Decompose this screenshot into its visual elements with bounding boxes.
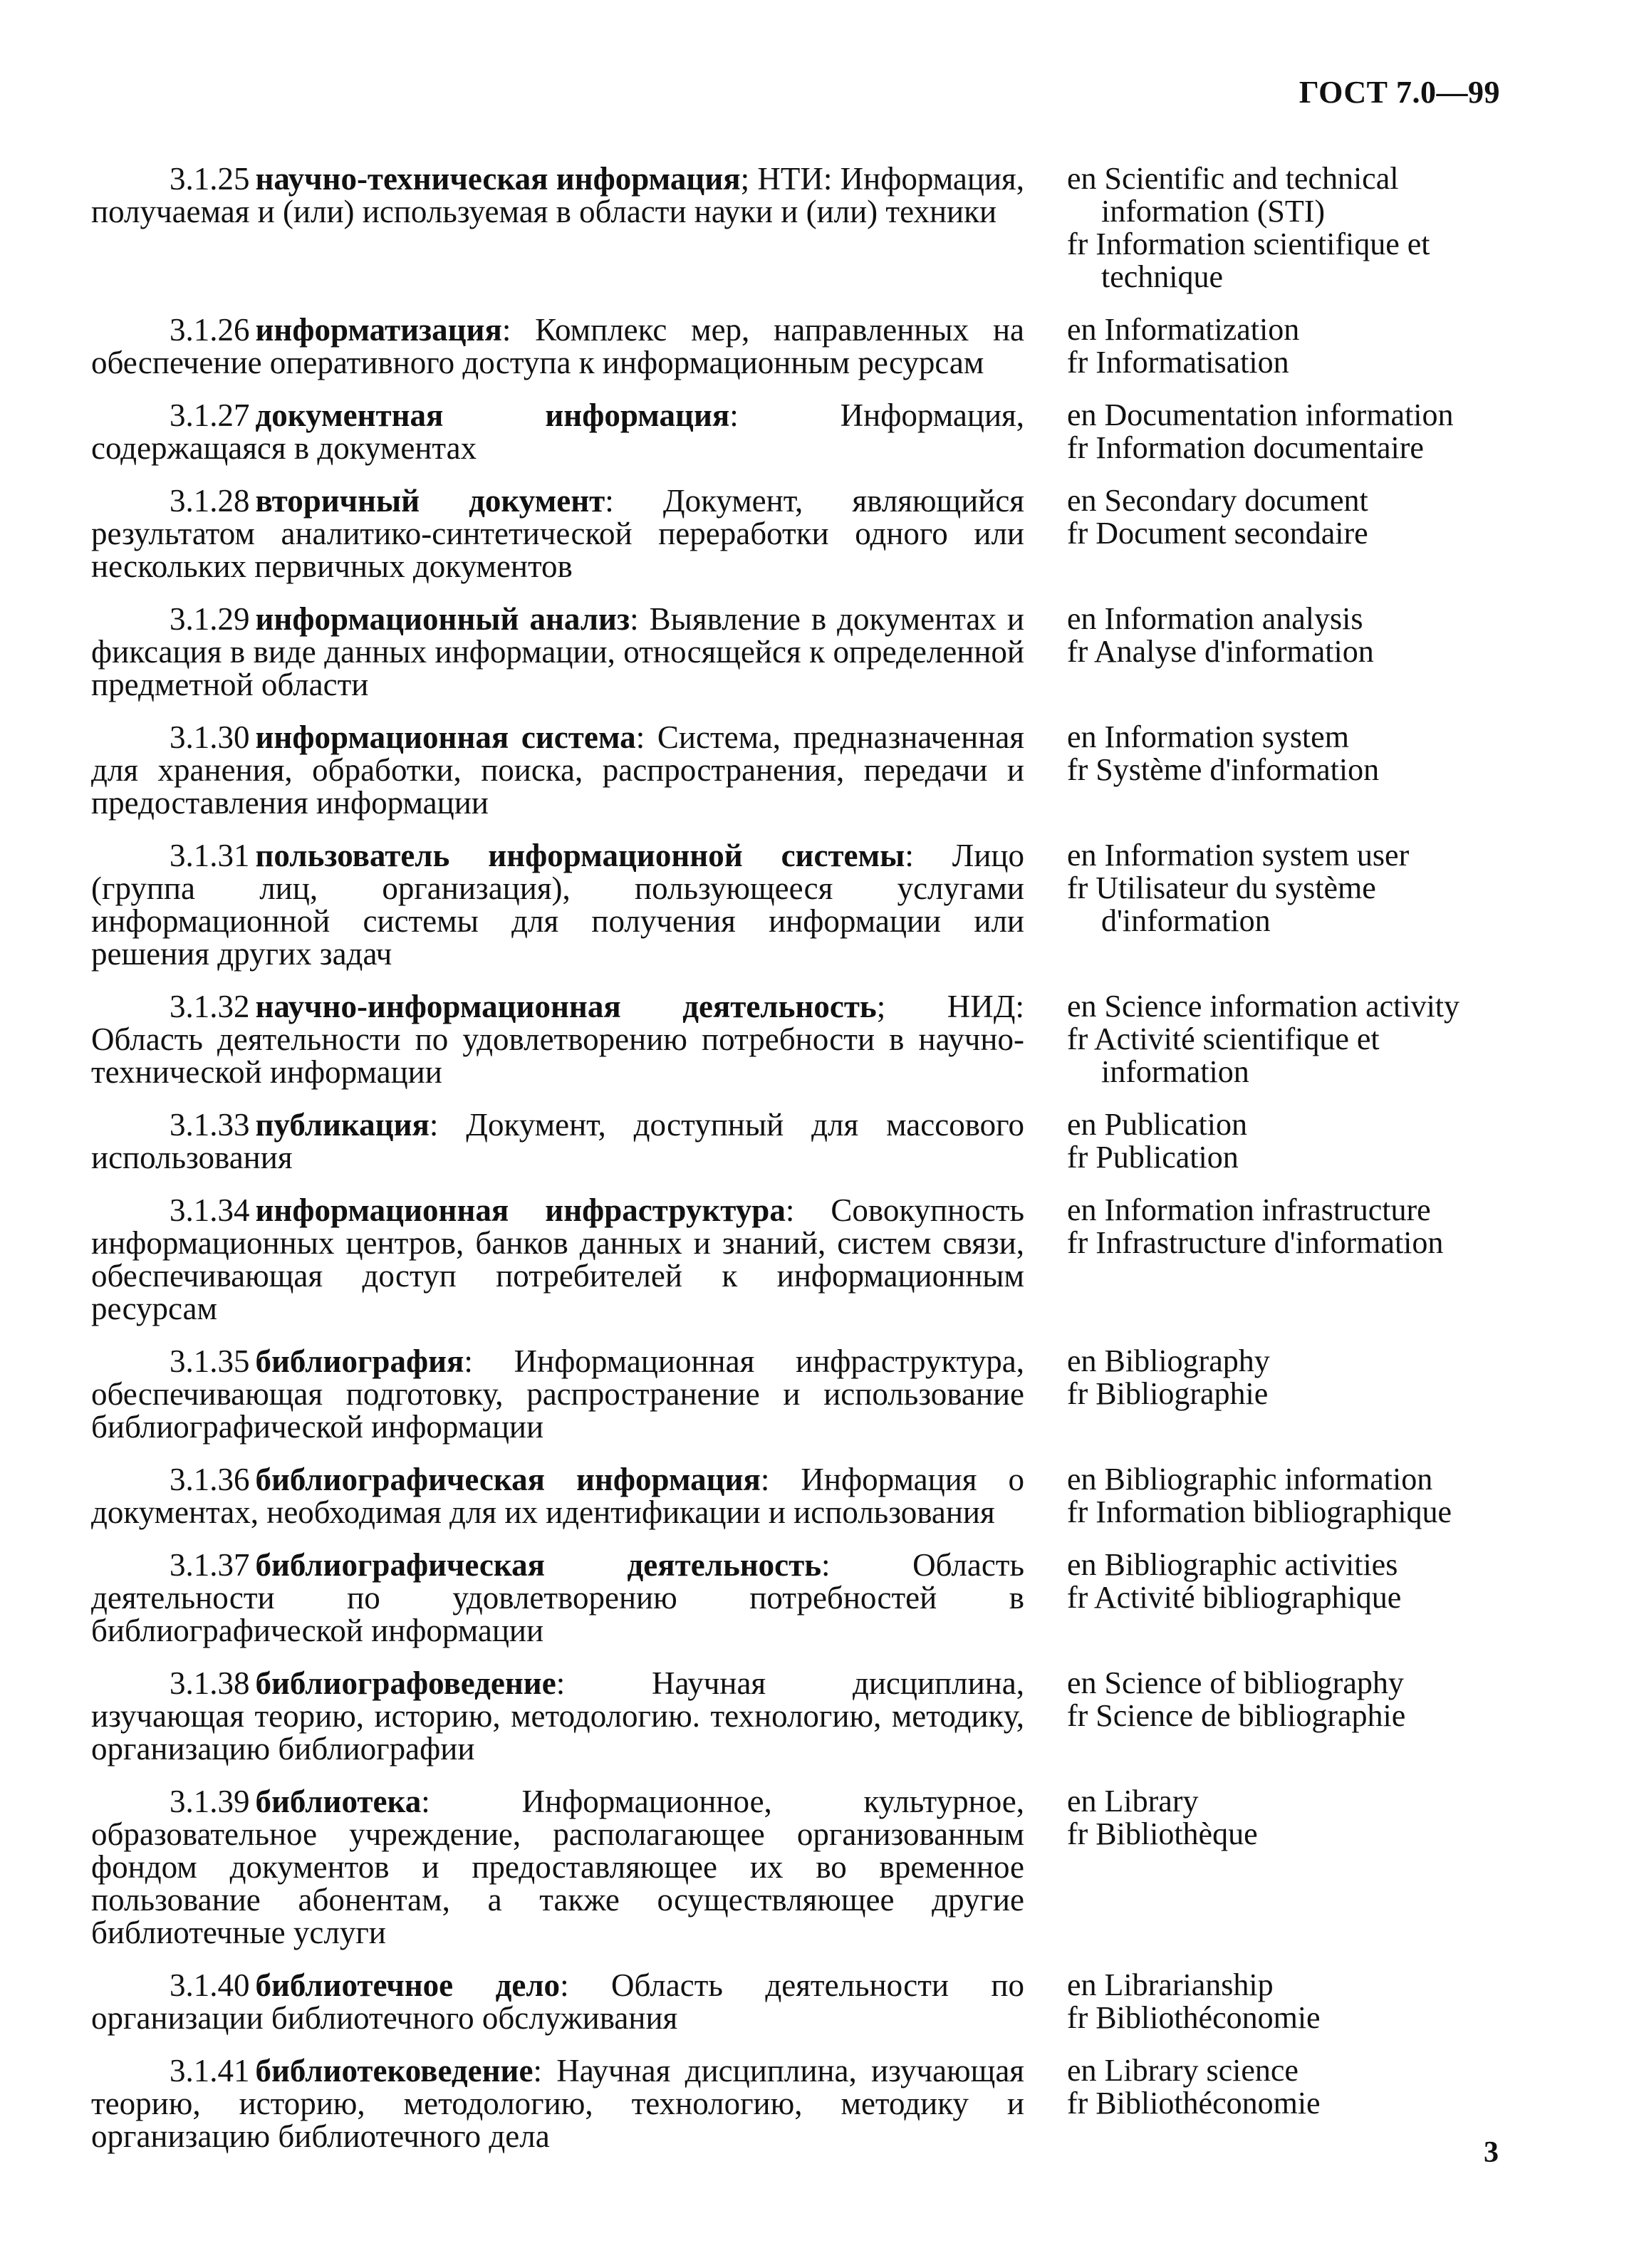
english-equivalent: en Bibliography bbox=[1067, 1343, 1270, 1378]
term-number: 3.1.32 bbox=[170, 989, 250, 1024]
term-definition bbox=[91, 313, 1024, 379]
term-equivalents bbox=[1067, 484, 1523, 550]
french-equivalent: fr Bibliothéconomie bbox=[1067, 2000, 1321, 2035]
term-separator: : bbox=[635, 719, 645, 755]
term-definition bbox=[91, 990, 1024, 1088]
term-definition bbox=[91, 603, 1024, 701]
term-entry bbox=[91, 313, 1523, 379]
french-equivalent: fr Utilisateur du système d'information bbox=[1067, 870, 1376, 938]
term-name: информационная инфраструктура bbox=[255, 1192, 786, 1228]
definition-text: Система, предназначенная для хранения, обработки, поиска, распространения, передачи и предоставления информации bbox=[91, 719, 1024, 821]
definition-text: НИД: Область деятельности по удовлетворению потребности в научно-технической информации bbox=[91, 989, 1024, 1090]
french-equivalent: fr Activité scientifique et information bbox=[1067, 1021, 1380, 1089]
french-equivalent: fr Bibliothéconomie bbox=[1067, 2086, 1321, 2121]
french-equivalent: fr Informatisation bbox=[1067, 345, 1289, 380]
term-name: библиотека bbox=[255, 1784, 422, 1819]
term-number: 3.1.28 bbox=[170, 483, 250, 519]
term-name: библиотечное дело bbox=[255, 1967, 561, 2003]
term-number: 3.1.27 bbox=[170, 397, 250, 433]
term-separator: ; bbox=[876, 989, 886, 1024]
term-entry bbox=[91, 839, 1523, 970]
term-separator: : bbox=[905, 838, 914, 873]
english-equivalent: en Librarianship bbox=[1067, 1967, 1274, 2002]
term-definition bbox=[91, 1463, 1024, 1529]
term-name: информатизация bbox=[255, 312, 502, 348]
definition-text: НТИ: Информация, получаемая и (или) используемая в области науки и (или) техники bbox=[91, 161, 1024, 229]
english-equivalent: en Library bbox=[1067, 1784, 1199, 1819]
definition-text: Информация, содержащаяся в документах bbox=[91, 397, 1024, 466]
term-entry bbox=[91, 1108, 1523, 1174]
definition-text: Выявление в документах и фиксация в виде данных информации, относящейся к определенной предметной области bbox=[91, 601, 1024, 702]
definition-text: Информация о документах, необходимая для их идентификации и использования bbox=[91, 1462, 1024, 1530]
term-name: библиография bbox=[255, 1343, 464, 1379]
term-number: 3.1.25 bbox=[170, 161, 250, 197]
term-name: документная информация bbox=[255, 397, 730, 433]
term-entry bbox=[91, 1345, 1523, 1443]
term-equivalents bbox=[1067, 839, 1523, 937]
english-equivalent: en Informatization bbox=[1067, 312, 1300, 347]
term-number: 3.1.40 bbox=[170, 1967, 250, 2003]
term-separator: : bbox=[630, 601, 639, 637]
term-separator: ; bbox=[740, 161, 750, 197]
english-equivalent: en Information infrastructure bbox=[1067, 1192, 1431, 1227]
definition-text: Лицо (группа лиц, организация), пользующееся услугами информационной системы для получения информации или решения других задач bbox=[91, 838, 1024, 972]
term-entry bbox=[91, 399, 1523, 464]
definition-text: Научная дисциплина, изучающая теорию, историю, методологию. технологию, методику, организацию библиографии bbox=[91, 1665, 1024, 1767]
term-separator: : bbox=[421, 1784, 430, 1819]
term-equivalents bbox=[1067, 603, 1523, 668]
term-definition bbox=[91, 399, 1024, 464]
definition-text: Информационное, культурное, образовательное учреждение, располагающее организованным фондом документов и предоставляющее их во временное пользование абонентам, а также осуществляющее другие библиотечные услуги bbox=[91, 1784, 1024, 1950]
definition-text: Область деятельности по организации библиотечного обслуживания bbox=[91, 1967, 1024, 2036]
term-number: 3.1.39 bbox=[170, 1784, 250, 1819]
term-entry bbox=[91, 1785, 1523, 1949]
term-number: 3.1.41 bbox=[170, 2053, 250, 2088]
term-entry bbox=[91, 1667, 1523, 1765]
term-separator: : bbox=[760, 1462, 770, 1497]
terms-list bbox=[91, 162, 1523, 2173]
term-name: библиографическая информация bbox=[255, 1462, 761, 1497]
term-entry bbox=[91, 990, 1523, 1088]
term-definition bbox=[91, 162, 1024, 228]
term-definition bbox=[91, 1549, 1024, 1647]
term-separator: : bbox=[729, 397, 739, 433]
term-equivalents bbox=[1067, 990, 1523, 1088]
term-entry bbox=[91, 603, 1523, 701]
french-equivalent: fr Information scientifique et technique bbox=[1067, 227, 1430, 294]
term-entry bbox=[91, 162, 1523, 293]
term-separator: : bbox=[501, 312, 511, 348]
term-equivalents bbox=[1067, 1345, 1523, 1410]
french-equivalent: fr Infrastructure d'information bbox=[1067, 1225, 1444, 1260]
english-equivalent: en Bibliographic information bbox=[1067, 1462, 1433, 1497]
french-equivalent: fr Analyse d'information bbox=[1067, 634, 1374, 669]
term-entry bbox=[91, 1549, 1523, 1647]
english-equivalent: en Scientific and technical information (STI) bbox=[1067, 161, 1399, 229]
term-equivalents bbox=[1067, 1108, 1523, 1174]
term-number: 3.1.38 bbox=[170, 1665, 250, 1701]
term-number: 3.1.31 bbox=[170, 838, 250, 873]
term-name: публикация bbox=[255, 1107, 430, 1143]
page-number: 3 bbox=[1484, 2136, 1499, 2169]
term-name: информационный анализ bbox=[255, 601, 630, 637]
term-definition bbox=[91, 1785, 1024, 1949]
term-equivalents bbox=[1067, 1969, 1523, 2034]
term-name: библиотековедение bbox=[255, 2053, 534, 2088]
term-definition bbox=[91, 1345, 1024, 1443]
english-equivalent: en Information analysis bbox=[1067, 601, 1363, 636]
french-equivalent: fr Bibliographie bbox=[1067, 1376, 1269, 1411]
term-entry bbox=[91, 1194, 1523, 1325]
french-equivalent: fr Information documentaire bbox=[1067, 430, 1424, 465]
definition-text: Комплекс мер, направленных на обеспечение оперативного доступа к информационным ресурсам bbox=[91, 312, 1024, 380]
term-separator: : bbox=[605, 483, 614, 519]
english-equivalent: en Information system user bbox=[1067, 838, 1410, 873]
term-definition bbox=[91, 484, 1024, 583]
english-equivalent: en Library science bbox=[1067, 2053, 1299, 2088]
definition-text: Совокупность информационных центров, банков данных и знаний, систем связи, обеспечивающая доступ потребителей к информационным ресурсам bbox=[91, 1192, 1024, 1326]
term-separator: : bbox=[464, 1343, 473, 1379]
definition-text: Область деятельности по удовлетворению потребностей в библиографической информации bbox=[91, 1547, 1024, 1648]
term-definition bbox=[91, 1108, 1024, 1174]
term-number: 3.1.35 bbox=[170, 1343, 250, 1379]
term-definition bbox=[91, 839, 1024, 970]
french-equivalent: fr Activité bibliographique bbox=[1067, 1580, 1402, 1615]
term-definition bbox=[91, 1667, 1024, 1765]
term-separator: : bbox=[533, 2053, 542, 2088]
english-equivalent: en Information system bbox=[1067, 719, 1349, 754]
term-name: библиографоведение bbox=[255, 1665, 556, 1701]
english-equivalent: en Publication bbox=[1067, 1107, 1247, 1142]
french-equivalent: fr Science de bibliographie bbox=[1067, 1698, 1406, 1733]
term-name: библиографическая деятельность bbox=[255, 1547, 822, 1583]
term-number: 3.1.36 bbox=[170, 1462, 250, 1497]
term-name: научно-информационная деятельность bbox=[255, 989, 877, 1024]
term-entry bbox=[91, 2054, 1523, 2153]
term-equivalents bbox=[1067, 1785, 1523, 1851]
standard-designation: ГОСТ 7.0—99 bbox=[1299, 75, 1500, 110]
french-equivalent: fr Système d'information bbox=[1067, 752, 1380, 787]
term-separator: : bbox=[785, 1192, 795, 1228]
term-entry bbox=[91, 484, 1523, 583]
term-number: 3.1.33 bbox=[170, 1107, 250, 1143]
term-number: 3.1.26 bbox=[170, 312, 250, 348]
term-number: 3.1.30 bbox=[170, 719, 250, 755]
term-definition bbox=[91, 2054, 1024, 2153]
english-equivalent: en Secondary document bbox=[1067, 483, 1368, 518]
definition-text: Научная дисциплина, изучающая теорию, историю, методологию, технологию, методику и организацию библиотечного дела bbox=[91, 2053, 1024, 2154]
term-entry bbox=[91, 721, 1523, 819]
term-equivalents bbox=[1067, 313, 1523, 379]
french-equivalent: fr Information bibliographique bbox=[1067, 1494, 1452, 1529]
term-separator: : bbox=[429, 1107, 439, 1143]
term-separator: : bbox=[821, 1547, 831, 1583]
term-separator: : bbox=[556, 1665, 566, 1701]
term-name: вторичный документ bbox=[255, 483, 605, 519]
term-name: пользователь информационной системы bbox=[255, 838, 905, 873]
definition-text: Документ, являющийся результатом аналитико-синтетической переработки одного или нескольких первичных документов bbox=[91, 483, 1024, 584]
term-name: информационная система bbox=[255, 719, 636, 755]
term-equivalents bbox=[1067, 162, 1523, 293]
definition-text: Документ, доступный для массового использования bbox=[91, 1107, 1024, 1175]
english-equivalent: en Science information activity bbox=[1067, 989, 1460, 1024]
english-equivalent: en Documentation information bbox=[1067, 397, 1454, 432]
term-entry bbox=[91, 1463, 1523, 1529]
term-equivalents bbox=[1067, 721, 1523, 786]
term-entry bbox=[91, 1969, 1523, 2034]
definition-text: Информационная инфраструктура, обеспечивающая подготовку, распространение и использование библиографической информации bbox=[91, 1343, 1024, 1445]
french-equivalent: fr Bibliothèque bbox=[1067, 1816, 1258, 1851]
term-equivalents bbox=[1067, 1194, 1523, 1259]
term-number: 3.1.34 bbox=[170, 1192, 250, 1228]
english-equivalent: en Bibliographic activities bbox=[1067, 1547, 1398, 1582]
term-definition bbox=[91, 1194, 1024, 1325]
term-equivalents bbox=[1067, 1463, 1523, 1529]
term-name: научно-техническая информация bbox=[255, 161, 741, 197]
term-equivalents bbox=[1067, 399, 1523, 464]
term-number: 3.1.29 bbox=[170, 601, 250, 637]
french-equivalent: fr Publication bbox=[1067, 1140, 1239, 1175]
term-number: 3.1.37 bbox=[170, 1547, 250, 1583]
term-definition bbox=[91, 721, 1024, 819]
french-equivalent: fr Document secondaire bbox=[1067, 516, 1368, 551]
term-separator: : bbox=[560, 1967, 569, 2003]
english-equivalent: en Science of bibliography bbox=[1067, 1665, 1404, 1700]
term-equivalents bbox=[1067, 2054, 1523, 2120]
term-equivalents bbox=[1067, 1549, 1523, 1614]
term-definition bbox=[91, 1969, 1024, 2034]
term-equivalents bbox=[1067, 1667, 1523, 1732]
